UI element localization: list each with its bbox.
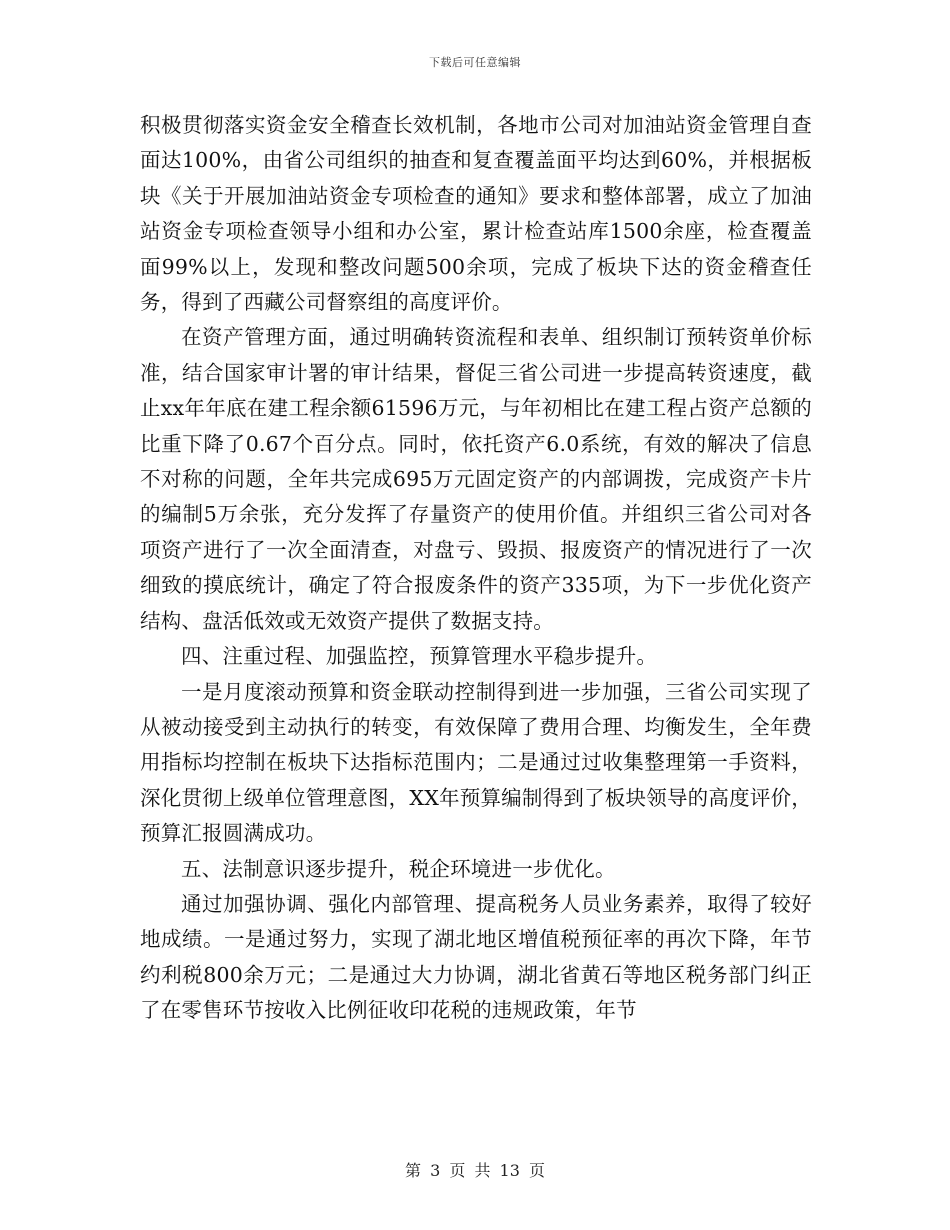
paragraph-tax: 通过加强协调、强化内部管理、提高税务人员业务素养，取得了较好地成绩。一是通过努力，实现了湖北地区增值税预征率的再次下降，年节约利税800余万元；二是通过大力协调，湖北省黄石等地区税务部门纠正了在零售环节按收入比例征收印花税的违规政策，年节 — [140, 891, 812, 1023]
section-heading-tax: 五、法制意识逐步提升，税企环境进一步优化。 — [181, 856, 616, 881]
paragraph-fund-audit: 积极贯彻落实资金安全稽查长效机制，各地市公司对加油站资金管理自查面达100%，由省公司组织的抽查和复查覆盖面平均达到60%，并根据板块《关于开展加油站资金专项检查的通知》要求和整体部署，成立了加油站资金专项检查领导小组和办公室，累计检查站库1500余座，检查覆盖面99%以上，发现和整改问题500余项，完成了板块下达的资金稽查任务，得到了西藏公司督察组的高度评价。 — [140, 113, 812, 315]
paragraph-budget: 一是月度滚动预算和资金联动控制得到进一步加强，三省公司实现了从被动接受到主动执行的转变，有效保障了费用合理、均衡发生，全年费用指标均控制在板块下达指标范围内；二是通过过收集整理第一手资料，深化贯彻上级单位管理意图，XX年预算编制得到了板块领导的高度评价，预算汇报圆满成功。 — [140, 679, 812, 846]
page-number: 第 3 页 共 13 页 — [405, 1161, 545, 1180]
document-body — [140, 108, 812, 1029]
page-header: 下载后可任意编辑 — [429, 56, 521, 69]
paragraph-asset-management: 在资产管理方面，通过明确转资流程和表单、组织制订预转资单价标准，结合国家审计署的审计结果，督促三省公司进一步提高转资速度，截止xx年年底在建工程余额61596万元，与年初相比在建工程占资产总额的比重下降了0.67个百分点。同时，依托资产6.0系统，有效的解决了信息不对称的问题，全年共完成695万元固定资产的内部调拨，完成资产卡片的编制5万余张，充分发挥了存量资产的使用价值。并组织三省公司对各项资产进行了一次全面清查，对盘亏、毁损、报废资产的情况进行了一次细致的摸底统计，确定了符合报废条件的资产335项，为下一步优化资产结构、盘活低效或无效资产提供了数据支持。 — [140, 325, 812, 633]
section-heading-budget: 四、注重过程、加强监控，预算管理水平稳步提升。 — [181, 644, 658, 669]
